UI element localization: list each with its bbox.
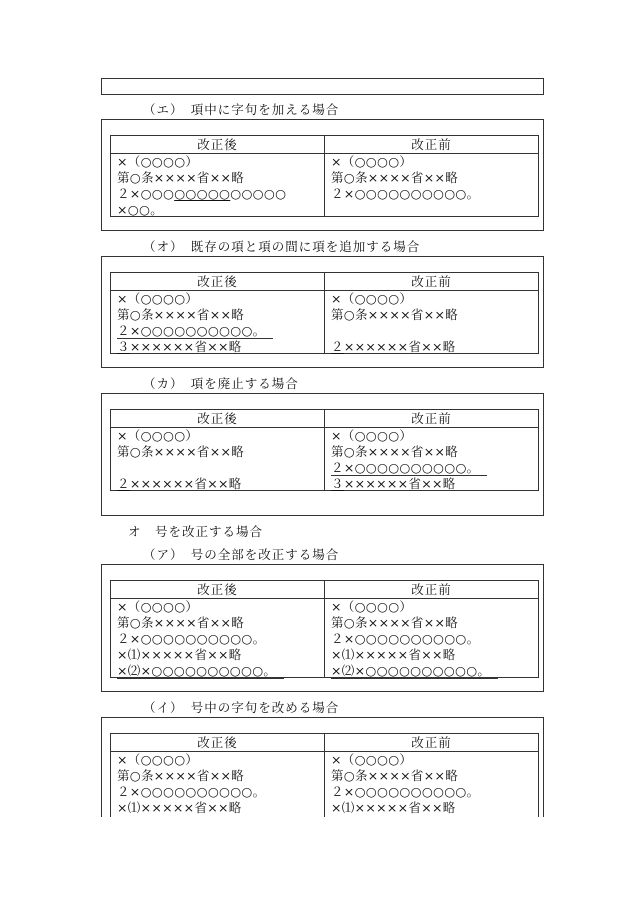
- header-after: 改正後: [111, 136, 324, 154]
- text: ２×○○○: [117, 186, 175, 201]
- line: ×（○○○○）: [117, 752, 199, 767]
- line: [325, 323, 538, 339]
- revised-item: [117, 664, 284, 679]
- text: ××××××省××略: [343, 339, 456, 354]
- col-before: [324, 136, 538, 216]
- line: 第○条××××省××略: [331, 170, 459, 185]
- col-after: [111, 410, 324, 490]
- line: ×（○○○○）: [331, 599, 413, 614]
- text: ××××××省××略: [129, 339, 242, 354]
- col-after: [111, 136, 324, 216]
- line: [325, 476, 538, 492]
- col-after: [111, 581, 324, 677]
- header-after: 改正後: [111, 734, 324, 752]
- line: [325, 460, 538, 476]
- line: 第○条××××省××略: [117, 307, 245, 322]
- header-before: 改正前: [325, 410, 538, 428]
- line: [325, 663, 538, 679]
- line: ×⑴×××××省××略: [331, 800, 456, 815]
- line: ×（○○○○）: [117, 428, 199, 443]
- text: ２: [117, 323, 130, 338]
- line: ×（○○○○）: [331, 752, 413, 767]
- header-after: 改正後: [111, 410, 324, 428]
- line: [111, 460, 324, 476]
- line: 第○条××××省××略: [117, 444, 245, 459]
- top-frame: [101, 78, 544, 95]
- header-before: 改正前: [325, 273, 538, 291]
- col-before: [324, 273, 538, 353]
- heading-a: （ア） 号の全部を改正する場合: [143, 547, 340, 562]
- line: 第○条××××省××略: [117, 768, 245, 783]
- text: ××××××省××略: [129, 476, 242, 491]
- line: 第○条××××省××略: [331, 444, 459, 459]
- line: ×（○○○○）: [331, 428, 413, 443]
- renumbered: ３: [117, 339, 130, 354]
- line: ２×○○○○○○○○○○。: [331, 186, 480, 201]
- text: ×○○○○○○○○○○。: [129, 323, 266, 338]
- header-after: 改正後: [111, 273, 324, 291]
- text: ××××××省××略: [343, 476, 456, 491]
- deleted-paragraph: [331, 461, 487, 476]
- line: ２×○○○○○○○○○○。: [331, 784, 480, 799]
- inserted-text: ○○○○○: [174, 186, 231, 201]
- table-e: [110, 135, 539, 217]
- line: [111, 476, 324, 492]
- line: ×○○。: [117, 202, 163, 217]
- table-ka: [110, 409, 539, 491]
- line: [111, 339, 324, 355]
- heading-e: （エ） 項中に字句を加える場合: [143, 102, 340, 117]
- line: 第○条××××省××略: [117, 615, 245, 630]
- col-before: [324, 734, 538, 817]
- renumbered: ３: [331, 476, 344, 491]
- heading-i: （イ） 号中の字句を改める場合: [143, 700, 340, 715]
- col-before: [324, 581, 538, 677]
- revised-item: [331, 664, 498, 679]
- line: 第○条××××省××略: [117, 170, 245, 185]
- header-before: 改正前: [325, 581, 538, 599]
- heading-o: （オ） 既存の項と項の間に項を追加する場合: [143, 239, 421, 254]
- col-before: [324, 410, 538, 490]
- heading-ka: （カ） 項を廃止する場合: [143, 376, 299, 391]
- line: 第○条××××省××略: [331, 615, 459, 630]
- header-before: 改正前: [325, 734, 538, 752]
- line: ×（○○○○）: [331, 154, 413, 169]
- line: 第○条××××省××略: [331, 768, 459, 783]
- col-after: [111, 273, 324, 353]
- table-o: [110, 272, 539, 354]
- line: ×⑴×××××省××略: [331, 647, 456, 662]
- col-after: [111, 734, 324, 817]
- heading-o2: オ 号を改正する場合: [128, 524, 264, 539]
- line: 第○条××××省××略: [331, 307, 459, 322]
- line: ２×○○○○○○○○○○。: [117, 784, 266, 799]
- line: ×（○○○○）: [117, 291, 199, 306]
- line: ×⑴×××××省××略: [117, 647, 242, 662]
- text: ○○○○○○○○○○。: [151, 663, 277, 678]
- text: ×○○○○○○○○○○。: [343, 460, 480, 475]
- line: [111, 323, 324, 339]
- line: ２×○○○○○○○○○○。: [331, 631, 480, 646]
- line: ２×○○○○○○○○○○。: [117, 631, 266, 646]
- line: ×（○○○○）: [117, 154, 199, 169]
- line: [111, 663, 324, 679]
- line: ×（○○○○）: [117, 599, 199, 614]
- line: [111, 186, 324, 202]
- text: ２: [331, 460, 344, 475]
- header-after: 改正後: [111, 581, 324, 599]
- renumbered: ２: [117, 476, 130, 491]
- header-before: 改正前: [325, 136, 538, 154]
- table-a: [110, 580, 539, 678]
- text: ×⑵×: [331, 663, 366, 678]
- text: ○○○○○: [230, 186, 287, 201]
- text: ×⑵×: [117, 663, 152, 678]
- table-i: [110, 733, 539, 817]
- line: ×⑴×××××省××略: [117, 800, 242, 815]
- renumbered: ２: [331, 339, 344, 354]
- added-paragraph: [117, 324, 273, 339]
- text: ○○○○○○○○○○。: [365, 663, 491, 678]
- line: [325, 339, 538, 355]
- line: ×（○○○○）: [331, 291, 413, 306]
